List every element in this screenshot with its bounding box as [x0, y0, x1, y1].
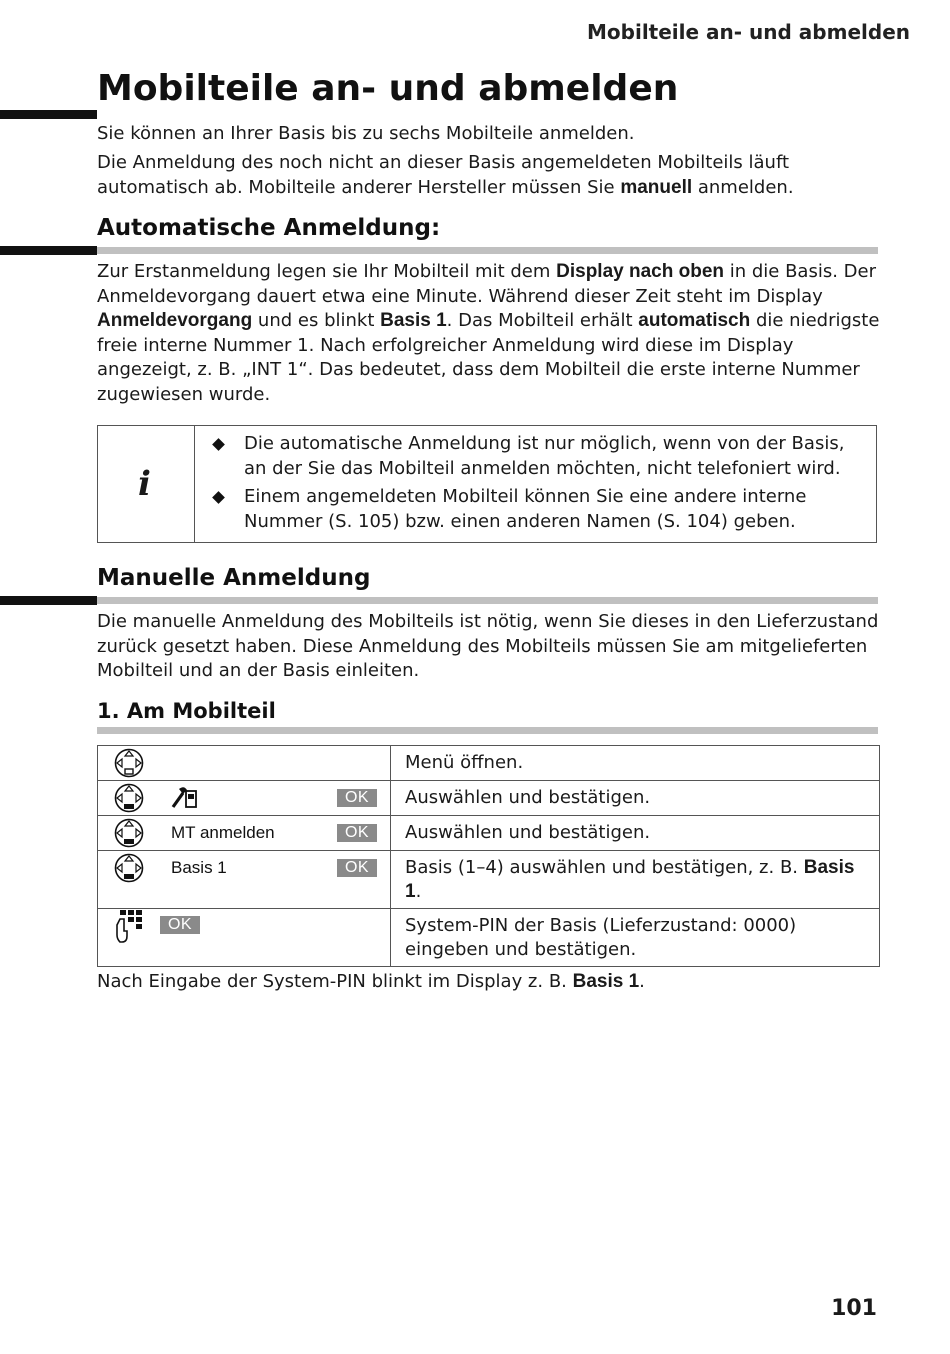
display-text: MT anmelden: [171, 823, 275, 842]
ok-softkey: OK: [337, 824, 377, 842]
intro-paragraph-2: Die Anmeldung des noch nicht an dieser Basis angemeldeten Mobilteils läuft automatisch ab. Mobilteile anderer Hersteller müssen Sie manuell anmelden.: [97, 152, 794, 198]
settings-wrench-icon: [170, 785, 198, 811]
display-text: Basis 1: [171, 858, 227, 877]
section-rule-black: [0, 596, 97, 605]
section-rule-grey: [97, 247, 878, 254]
ok-softkey: OK: [337, 859, 377, 877]
diamond-bullet-icon: [212, 491, 225, 504]
steps-table: [97, 745, 880, 967]
keypad-hand-icon: [116, 909, 148, 945]
info-list: [210, 432, 860, 538]
subheading-rule: [97, 727, 878, 734]
info-icon-cell: [98, 426, 195, 542]
section-heading-manual: Manuelle Anmeldung: [97, 565, 371, 591]
nav-key-icon: [114, 783, 144, 813]
table-row: [98, 851, 880, 909]
table-row: [98, 816, 880, 851]
info-icon: i: [138, 464, 151, 504]
step-description: Basis (1–4) auswählen und bestätigen, z. B. Basis 1.: [391, 851, 880, 909]
table-row: [98, 909, 880, 967]
info-box: [97, 425, 877, 543]
step-description: Auswählen und bestätigen.: [391, 816, 880, 851]
ok-softkey: OK: [160, 916, 200, 934]
nav-key-icon: [114, 818, 144, 848]
running-header: Mobilteile an- und abmelden: [587, 20, 910, 44]
info-item: Einem angemeldeten Mobilteil können Sie eine andere interne Nummer (S. 105) bzw. einen anderen Namen (S. 104) geben.: [210, 485, 860, 534]
after-paragraph: Nach Eingabe der System-PIN blinkt im Display z. B. Basis 1.: [97, 971, 645, 992]
intro-paragraph-1: Sie können an Ihrer Basis bis zu sechs Mobilteile anmelden.: [97, 123, 635, 144]
nav-key-icon: [114, 853, 144, 883]
step-description: System-PIN der Basis (Lieferzustand: 0000) eingeben und bestätigen.: [391, 909, 880, 967]
step-description: Auswählen und bestätigen.: [391, 781, 880, 816]
subheading-mobilteil: 1. Am Mobilteil: [97, 699, 276, 723]
section-heading-auto: Automatische Anmeldung:: [97, 215, 441, 241]
diamond-bullet-icon: [212, 438, 225, 451]
page-title: Mobilteile an- und abmelden: [97, 68, 679, 109]
manual-paragraph: Die manuelle Anmeldung des Mobilteils ist nötig, wenn Sie dieses in den Lieferzustand zurück gesetzt haben. Diese Anmeldung des Mobilteils müssen Sie am mitgelieferten Mobilteil und an der Basis einleiten.: [97, 611, 879, 681]
table-row: [98, 781, 880, 816]
table-row: [98, 746, 880, 781]
ok-softkey: OK: [337, 789, 377, 807]
section-rule-black: [0, 246, 97, 255]
page-number: 101: [831, 1296, 877, 1321]
info-item: Die automatische Anmeldung ist nur möglich, wenn von der Basis, an der Sie das Mobilteil anmelden möchten, nicht telefoniert wird.: [210, 432, 860, 481]
section-rule-grey: [97, 597, 878, 604]
nav-key-icon: [114, 748, 144, 778]
title-rule: [0, 110, 97, 119]
step-description: Menü öffnen.: [391, 746, 880, 781]
auto-paragraph: Zur Erstanmeldung legen sie Ihr Mobilteil mit dem Display nach oben in die Basis. Der Anmeldevorgang dauert etwa eine Minute. Während dieser Zeit steht im Display Anmeldevorgang und es blinkt Basis 1. Das Mobilteil erhält automatisch die niedrigste freie interne Nummer 1. Nach erfolgreicher Anmeldung wird diese im Display angezeigt, z. B. „INT 1“. Das bedeutet, dass dem Mobilteil die erste interne Nummer zugewiesen wurde.: [97, 261, 880, 405]
